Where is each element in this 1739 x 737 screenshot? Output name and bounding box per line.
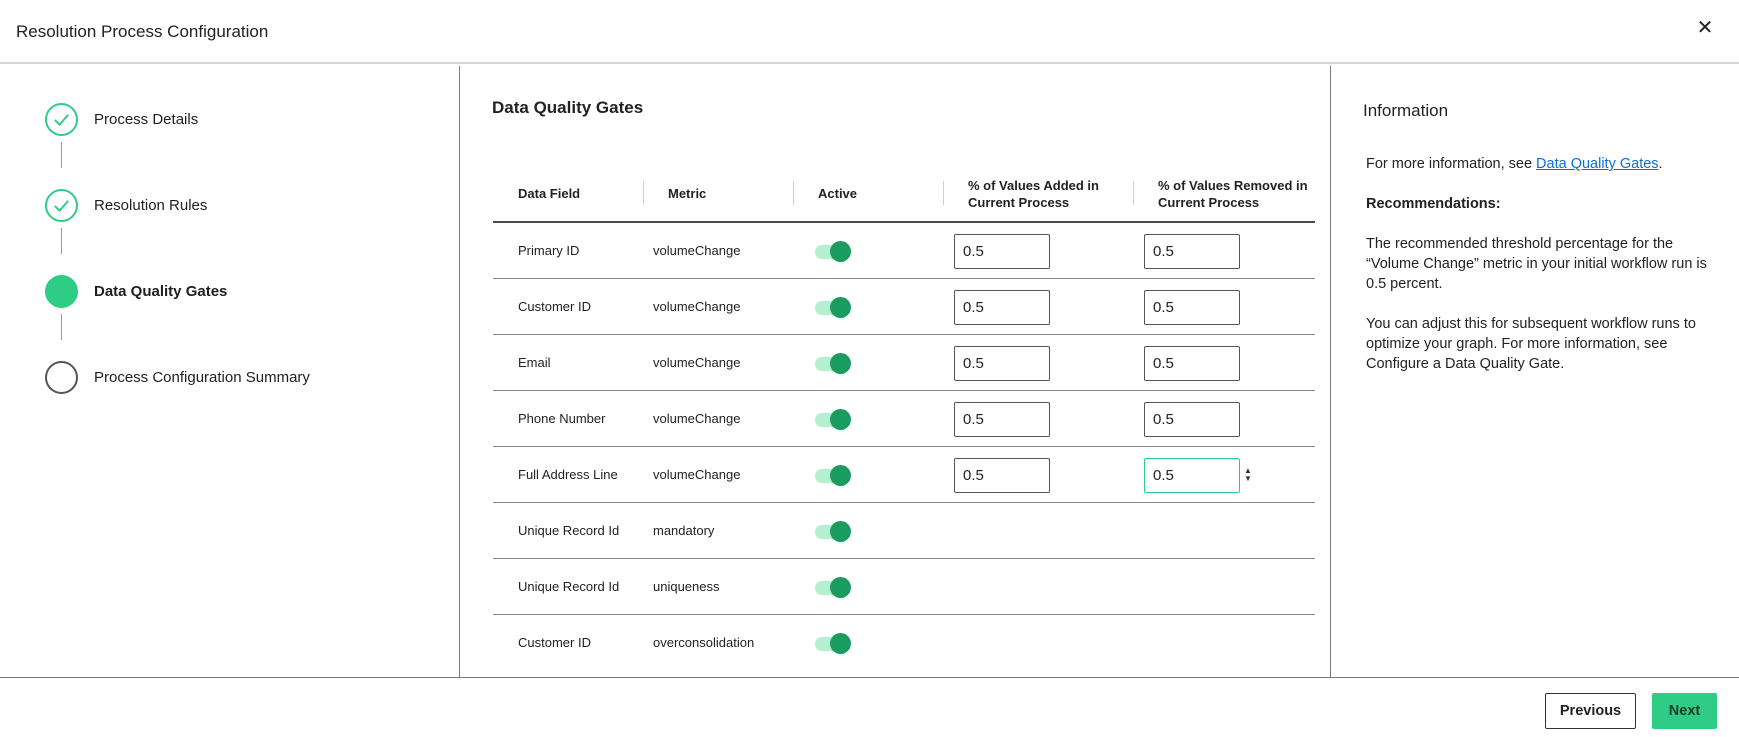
data-quality-gates-link[interactable]: Data Quality Gates (1536, 156, 1659, 172)
check-icon (45, 189, 78, 222)
active-toggle[interactable] (813, 242, 851, 260)
information-panel (1332, 66, 1739, 677)
values-removed-input[interactable] (1144, 458, 1240, 493)
column-header-metric: Metric (668, 186, 707, 201)
active-toggle[interactable] (813, 466, 851, 484)
data-field-cell: Customer ID (518, 299, 591, 314)
info-body (1366, 154, 1711, 394)
close-icon[interactable]: ✕ (1696, 17, 1714, 39)
metric-cell: uniqueness (653, 579, 720, 594)
metric-cell: volumeChange (653, 243, 741, 258)
section-title: Data Quality Gates (492, 98, 644, 117)
step-data-quality-gates[interactable] (45, 275, 228, 308)
table-row (493, 335, 1315, 391)
dialog-footer (0, 677, 1739, 737)
values-added-input[interactable] (954, 290, 1050, 325)
data-field-cell: Full Address Line (518, 467, 618, 482)
values-added-input[interactable] (954, 234, 1050, 269)
recommendations-heading: Recommendations: (1366, 196, 1501, 212)
number-spinner-icon[interactable]: ▲ ▼ (1244, 466, 1252, 483)
dialog-header (0, 0, 1739, 64)
column-divider (643, 181, 644, 205)
current-step-indicator (45, 275, 78, 308)
data-quality-gates-panel (461, 66, 1331, 677)
values-removed-input[interactable] (1144, 346, 1240, 381)
table-row (493, 447, 1315, 503)
column-header-active: Active (818, 186, 858, 201)
table-header (493, 166, 1315, 223)
more-info-text (1366, 154, 1711, 174)
values-added-input[interactable] (954, 402, 1050, 437)
active-toggle[interactable] (813, 410, 851, 428)
next-button[interactable]: Next (1652, 693, 1717, 729)
table-row (493, 615, 1315, 671)
active-toggle[interactable] (813, 522, 851, 540)
step-connector (61, 228, 62, 254)
values-added-input[interactable] (954, 458, 1050, 493)
column-header-values-removed: % of Values Removed in Current Process (1158, 177, 1308, 210)
active-toggle[interactable] (813, 298, 851, 316)
step-connector (61, 314, 62, 340)
data-field-cell: Unique Record Id (518, 579, 620, 594)
values-removed-input[interactable] (1144, 402, 1240, 437)
pending-step-indicator (45, 361, 78, 394)
data-field-cell: Customer ID (518, 635, 591, 650)
step-process-details[interactable] (45, 103, 199, 136)
data-field-cell: Primary ID (518, 243, 580, 258)
metric-cell: overconsolidation (653, 635, 755, 650)
step-label: Process Details (94, 111, 199, 128)
recommendation-text: The recommended threshold percentage for the “Volume Change” metric in your initial workflow run is 0.5 percent. (1366, 236, 1707, 292)
table-row (493, 279, 1315, 335)
table-row (493, 391, 1315, 447)
more-info-prefix: For more information, see (1366, 156, 1537, 172)
recommendation-text: You can adjust this for subsequent workflow runs to optimize your graph. For more information, see Configure a Data Quality Gate. (1366, 316, 1696, 372)
metric-cell: volumeChange (653, 411, 741, 426)
table-row (493, 503, 1315, 559)
column-divider (1133, 181, 1134, 205)
more-info-suffix: . (1658, 156, 1663, 172)
values-removed-input[interactable] (1144, 290, 1240, 325)
quality-gates-table (493, 166, 1315, 671)
metric-cell: volumeChange (653, 299, 741, 314)
dialog-title: Resolution Process Configuration (16, 22, 269, 41)
step-label: Data Quality Gates (94, 283, 228, 300)
stepper-panel (0, 66, 460, 677)
metric-cell: mandatory (653, 523, 715, 538)
metric-cell: volumeChange (653, 355, 741, 370)
step-process-configuration-summary[interactable] (45, 361, 310, 394)
data-field-cell: Phone Number (518, 411, 606, 426)
data-field-cell: Email (518, 355, 551, 370)
step-label: Resolution Rules (94, 197, 208, 214)
column-divider (793, 181, 794, 205)
previous-button[interactable]: Previous (1545, 693, 1636, 729)
data-field-cell: Unique Record Id (518, 523, 620, 538)
column-header-data-field: Data Field (518, 186, 581, 201)
active-toggle[interactable] (813, 354, 851, 372)
step-label: Process Configuration Summary (94, 369, 310, 386)
values-removed-input[interactable] (1144, 234, 1240, 269)
check-icon (45, 103, 78, 136)
column-divider (943, 181, 944, 205)
active-toggle[interactable] (813, 634, 851, 652)
info-title: Information (1363, 101, 1449, 120)
active-toggle[interactable] (813, 578, 851, 596)
metric-cell: volumeChange (653, 467, 741, 482)
step-connector (61, 142, 62, 168)
table-row (493, 223, 1315, 279)
column-header-values-added: % of Values Added in Current Process (968, 177, 1099, 210)
table-row (493, 559, 1315, 615)
values-added-input[interactable] (954, 346, 1050, 381)
step-resolution-rules[interactable] (45, 189, 208, 222)
